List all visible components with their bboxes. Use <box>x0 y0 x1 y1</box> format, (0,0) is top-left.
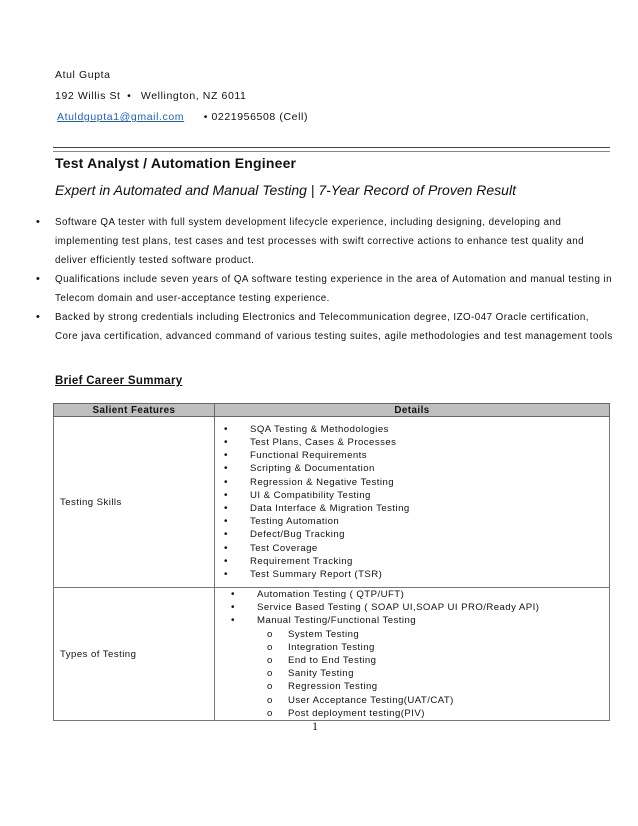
details-cell <box>215 417 610 588</box>
bullet-icon: • <box>224 516 228 528</box>
sub-list-item: o Post deployment testing(PIV) <box>267 707 425 719</box>
career-summary-table <box>53 403 610 721</box>
sub-list-item: o End to End Testing <box>267 655 377 667</box>
street-address: 192 Willis St <box>55 90 121 102</box>
details-cell <box>215 588 610 721</box>
circle-bullet-icon: o <box>267 628 273 640</box>
col-header-features: Salient Features <box>54 404 215 417</box>
job-subtitle: Expert in Automated and Manual Testing | 7-Year Record of Proven Result <box>55 182 516 198</box>
feature-cell: Types of Testing <box>54 588 215 721</box>
sub-list-item: o Integration Testing <box>267 641 375 653</box>
list-item: • Automation Testing ( QTP/UFT) <box>231 589 405 600</box>
circle-bullet-icon: o <box>267 681 273 693</box>
bullet-icon: • <box>231 615 235 627</box>
table-row <box>54 417 610 588</box>
circle-bullet-icon: o <box>267 694 273 706</box>
bullet-icon: • <box>224 436 228 448</box>
list-item: • Data Interface & Migration Testing <box>224 503 410 514</box>
circle-bullet-icon: o <box>267 655 273 667</box>
bullet-icon: • <box>36 273 41 285</box>
bullet-icon: • <box>224 463 228 475</box>
list-item: • Service Based Testing ( SOAP UI,SOAP UI PRO/Ready API) <box>231 602 540 614</box>
city-address: Wellington, NZ 6011 <box>140 90 247 102</box>
page-number: 1 <box>312 719 318 733</box>
bullet-icon: • <box>224 476 228 488</box>
bullet-icon: • <box>224 423 228 435</box>
contact-line <box>57 111 308 123</box>
bullet-icon: • <box>224 542 228 554</box>
bullet-icon: • <box>224 503 228 514</box>
circle-bullet-icon: o <box>267 668 273 680</box>
bullet-icon: • <box>224 555 228 567</box>
list-item: • Test Summary Report (TSR) <box>224 569 383 581</box>
list-item: • Requirement Tracking <box>224 555 353 567</box>
summary-bullet: • Backed by strong credentials including Electronics and Telecommunication degree, IZO-047 Oracle certification, Core java certification, advanced command of various testing suites, agile methodologies and test management tools <box>30 308 615 346</box>
list-item: • SQA Testing & Methodologies <box>224 423 389 435</box>
list-item: • Test Coverage <box>224 542 318 554</box>
sub-list-item: o Regression Testing <box>267 681 378 693</box>
phone-number: • 0221956508 (Cell) <box>203 111 309 123</box>
bullet-icon: • <box>224 569 228 581</box>
circle-bullet-icon: o <box>267 707 273 719</box>
bullet-icon: • <box>36 216 41 228</box>
separator-dot: • <box>127 90 132 102</box>
col-header-details: Details <box>215 404 610 417</box>
table-header-row <box>54 404 610 417</box>
table-row <box>54 588 610 721</box>
applicant-name: Atul Gupta <box>55 69 111 81</box>
sub-list-item: o Sanity Testing <box>267 668 354 680</box>
header-rule-bottom <box>53 151 610 152</box>
summary-bullet: • Qualifications include seven years of QA software testing experience in the area of Automation and manual testing in Telecom domain and user-acceptance testing experience. <box>30 270 615 308</box>
job-title: Test Analyst / Automation Engineer <box>55 155 297 171</box>
bullet-icon: • <box>224 450 228 462</box>
sub-list-item: o User Acceptance Testing(UAT/CAT) <box>267 694 454 706</box>
email-link[interactable]: Atuldgupta1@gmail.com <box>57 111 185 123</box>
bullet-icon: • <box>36 311 41 323</box>
header-rule-top <box>53 147 610 148</box>
bullet-icon: • <box>231 589 235 600</box>
circle-bullet-icon: o <box>267 641 273 653</box>
testing-types-list <box>221 588 603 720</box>
list-item: • UI & Compatibility Testing <box>224 489 371 501</box>
list-item: • Manual Testing/Functional Testing o System Testing o Integration Testing o End to End Testing o Sanity Testing o Regression Testing o User Acceptance Testing(UAT/CAT) o Post deployment testing(PIV) <box>257 614 603 720</box>
feature-cell: Testing Skills <box>54 417 215 588</box>
bullet-icon: • <box>224 529 228 541</box>
address-line <box>55 90 246 102</box>
list-item: • Testing Automation <box>224 516 340 528</box>
summary-list <box>30 213 615 346</box>
list-item: • Scripting & Documentation <box>224 463 375 475</box>
manual-testing-sublist <box>257 628 603 720</box>
bullet-icon: • <box>231 602 235 614</box>
list-item: • Defect/Bug Tracking <box>224 529 345 541</box>
skills-list <box>221 423 603 581</box>
sub-list-item: o System Testing <box>267 628 360 640</box>
list-item: • Regression & Negative Testing <box>224 476 395 488</box>
list-item: • Test Plans, Cases & Processes <box>224 436 397 448</box>
career-summary-heading: Brief Career Summary <box>55 375 183 387</box>
list-item: • Functional Requirements <box>224 450 368 462</box>
bullet-icon: • <box>224 489 228 501</box>
summary-bullet: • Software QA tester with full system development lifecycle experience, including designing, developing and implementing test plans, test cases and test processes with swift corrective actions to enhance test quality and deliver efficiently tested software product. <box>30 213 615 270</box>
